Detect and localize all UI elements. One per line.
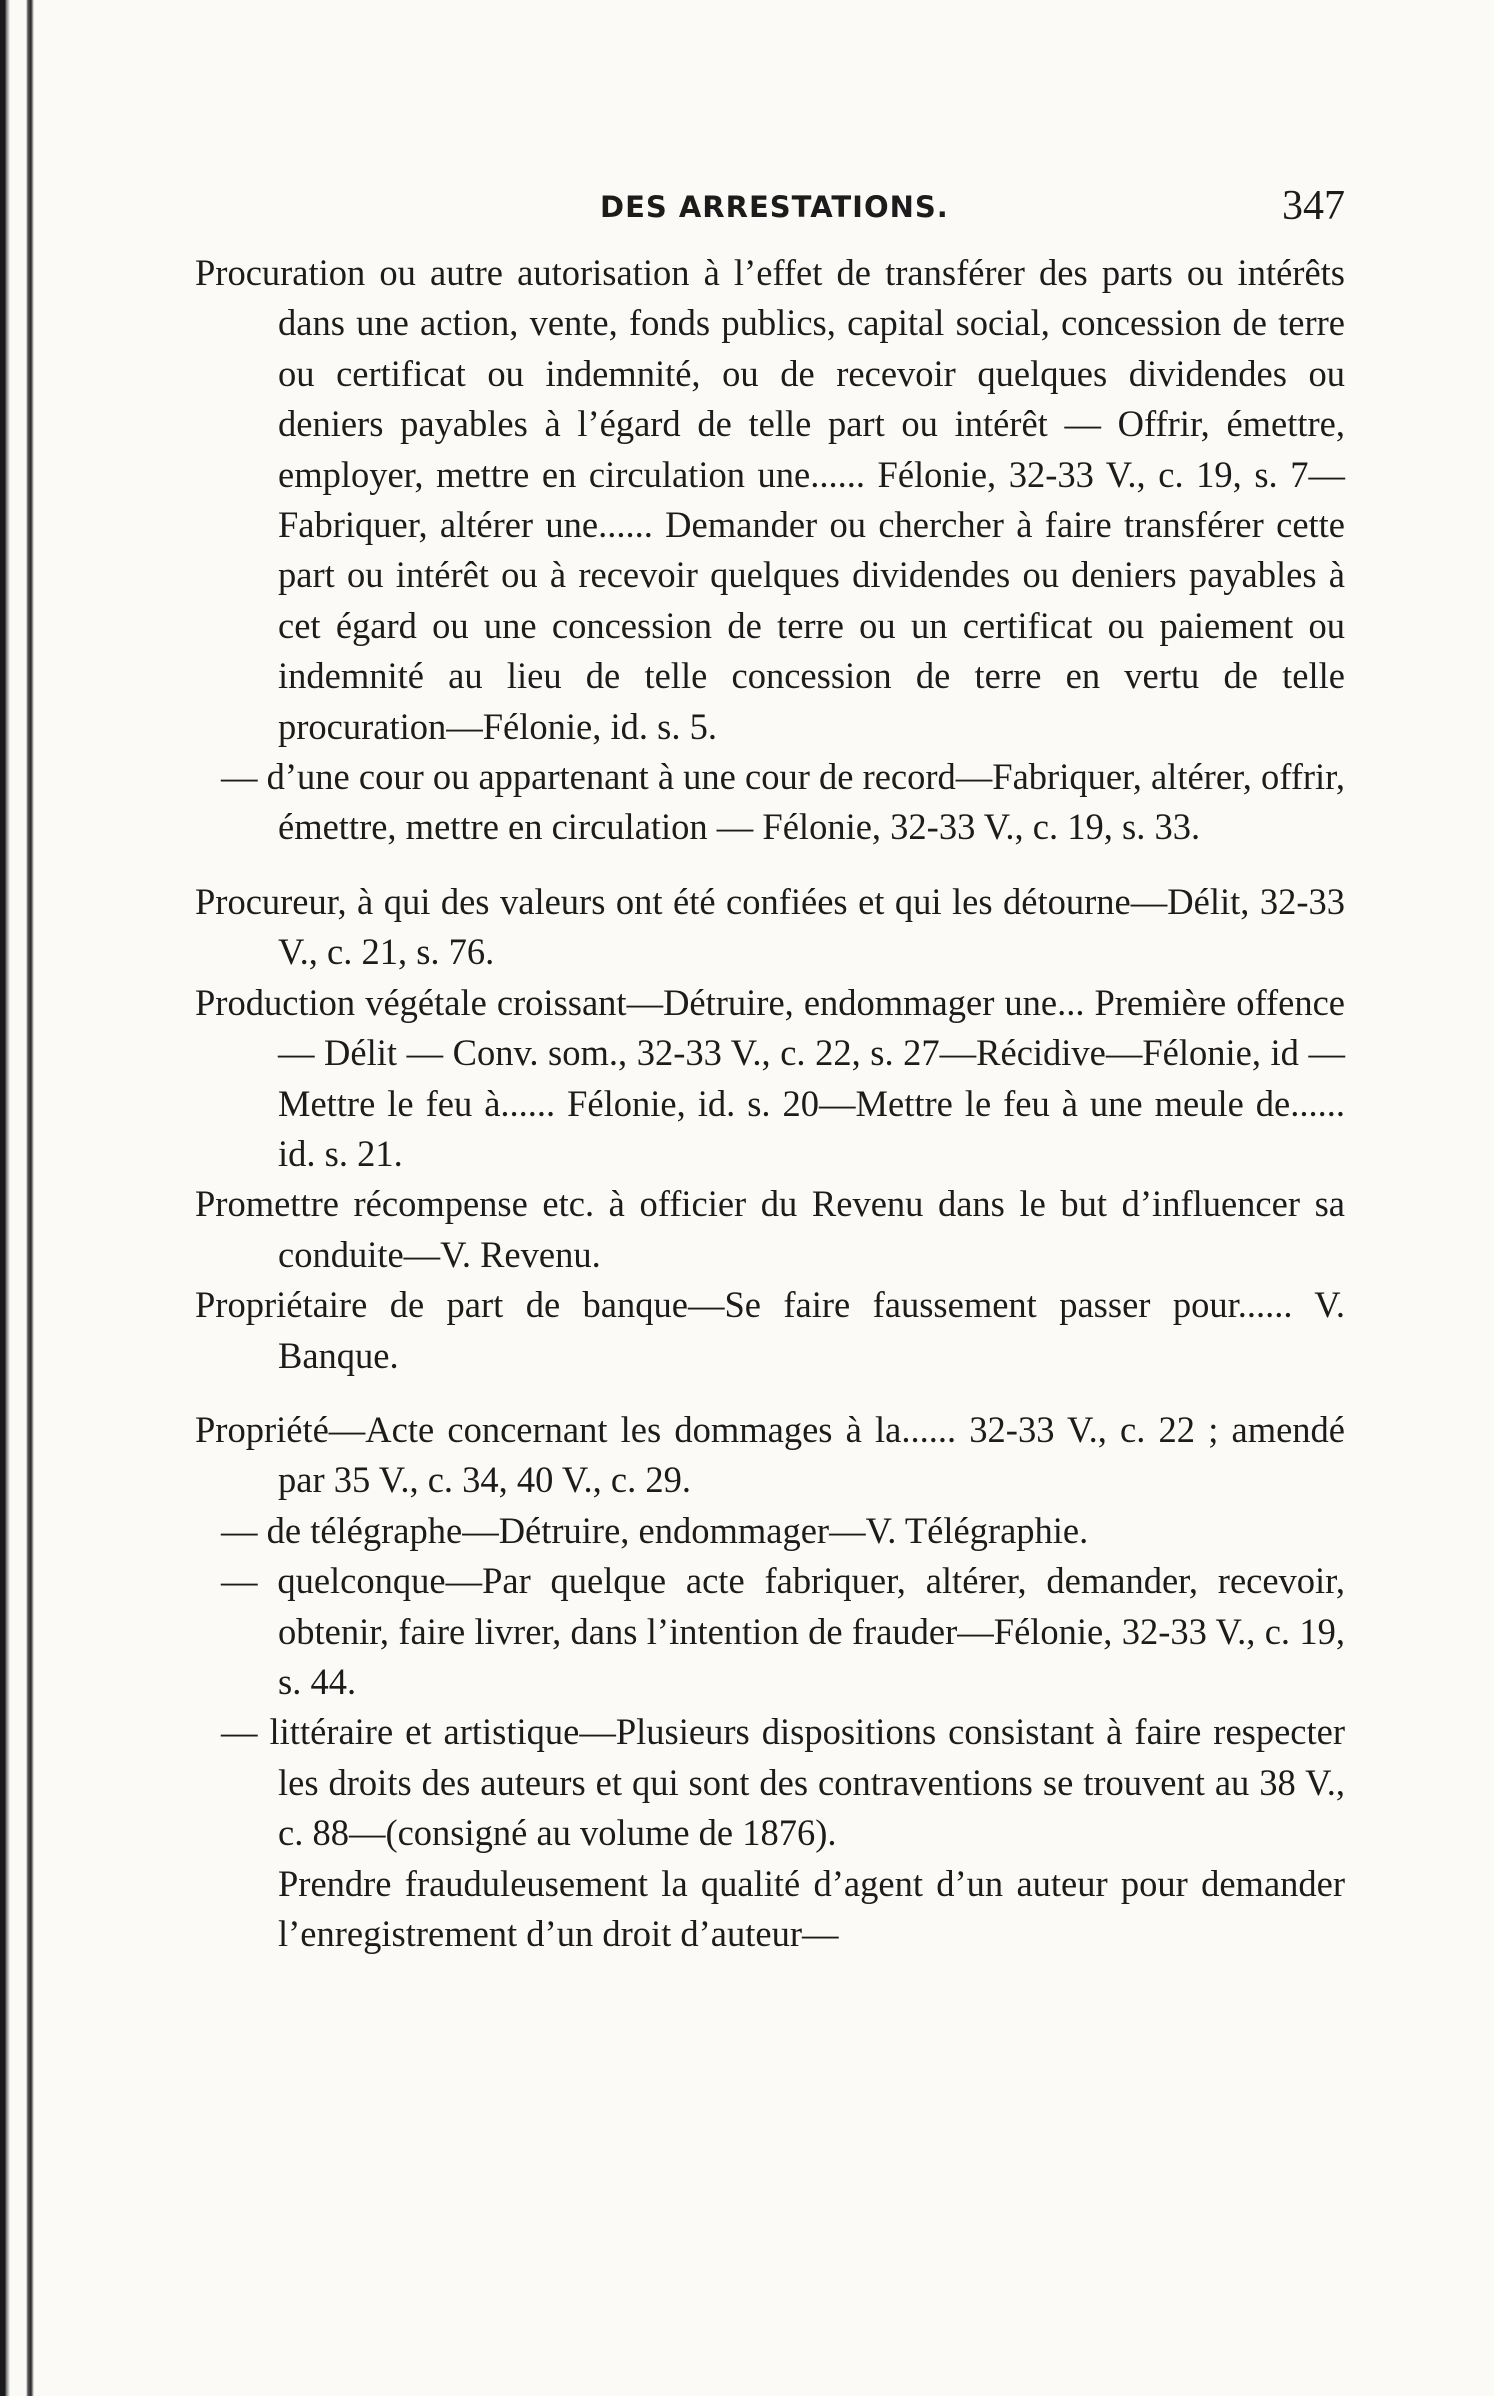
- entry-propriete: Propriété—Acte concernant les dommages à la...... 32-33 V., c. 22 ; amendé par 35 V., c. 34, 40 V., c. 29.: [195, 1408, 1345, 1501]
- entry-propriete-quelconque: — quelconque—Par quelque acte fabriquer, altérer, demander, recevoir, obtenir, faire livrer, dans l’intention de frauder—Félonie, 32-33 V., c. 19, s. 44.: [221, 1560, 1345, 1702]
- running-head: [195, 170, 1345, 240]
- entry-propriete-telegraphe: — de télégraphe—Détruire, endommager—V. Télégraphie.: [221, 1509, 1089, 1551]
- entry-promettre-recompense: Promettre récompense etc. à officier du Revenu dans le but d’influencer sa conduite—V. Revenu.: [195, 1183, 1345, 1275]
- entry-propriete-litteraire: — littéraire et artistique—Plusieurs dispositions consistant à faire respecter les droits des auteurs et qui sont des contraventions se trouvent au 38 V., c. 88—(consigné au volume de 1876).: [221, 1711, 1345, 1854]
- entry-procureur: Procureur, à qui des valeurs ont été confiées et qui les détourne—Délit, 32-33 V., c. 21, s. 76.: [195, 880, 1345, 973]
- page-binding-edge: [0, 0, 34, 2396]
- entry-cour-de-record: — d’une cour ou appartenant à une cour de record—Fabriquer, altérer, offrir, émettre, mettre en circulation — Félonie, 32-33 V., c. 19, s. 33.: [221, 756, 1345, 848]
- entry-procuration: Procuration ou autre autorisation à l’effet de transférer des parts ou intérêts dans une action, vente, fonds publics, capital social, concession de terre ou certificat ou indemnité, ou de recevoir quelques dividendes ou deniers payables à l’égard de telle part ou intérêt — Offrir, émettre, employer, mettre en circulation une...... Félonie, 32-33 V., c. 19, s. 7—Fabriquer, altérer une...... Demander ou chercher à faire transférer cette part ou intérêt ou à recevoir quelques dividendes ou deniers payables à cet égard ou une concession de terre ou un certificat ou paiement ou indemnité au lieu de telle concession de terre en vertu de telle procuration—Félonie, id. s. 5.: [195, 252, 1345, 747]
- entry-proprietaire-part-banque: Propriétaire de part de banque—Se faire faussement passer pour...... V. Banque.: [195, 1284, 1345, 1376]
- page-number: 347: [1282, 183, 1345, 229]
- running-title: DES ARRESTATIONS.: [600, 190, 949, 224]
- entry-prendre-qualite-agent: Prendre frauduleusement la qualité d’agent d’un auteur pour demander l’enregistrement d’un droit d’auteur—: [278, 1862, 1345, 1954]
- entry-production-vegetale: Production végétale croissant—Détruire, endommager une... Première offence — Délit — Conv. som., 32-33 V., c. 22, s. 27—Récidive—Félonie, id — Mettre le feu à...... Félonie, id. s. 20—Mettre le feu à une meule de...... id. s. 21.: [195, 981, 1345, 1174]
- index-text-block: [195, 248, 1345, 1959]
